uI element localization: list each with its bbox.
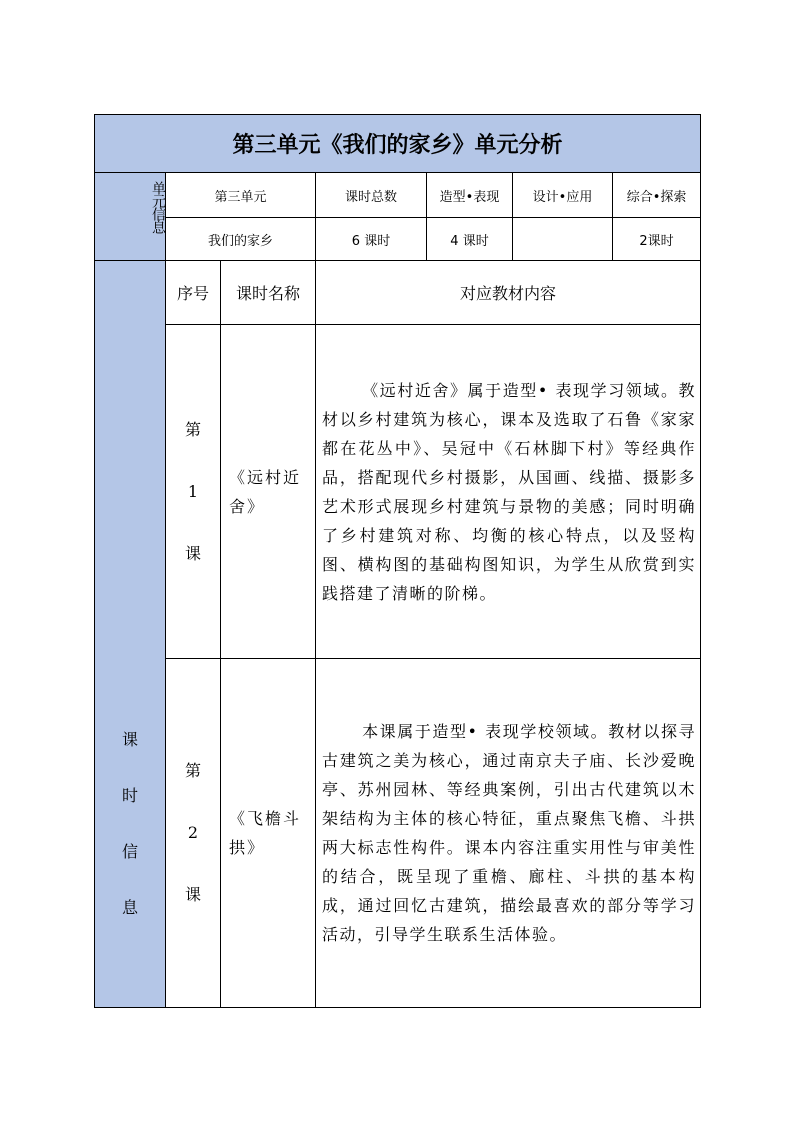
lesson-info-char: 时 bbox=[121, 786, 138, 805]
value-comprehensive-exploration: 2课时 bbox=[613, 218, 701, 261]
header-design-application: 设计•应用 bbox=[513, 173, 613, 218]
lesson-2-seq-char: 2 bbox=[187, 823, 199, 842]
lesson-1-content bbox=[316, 325, 701, 659]
header-total-lessons: 课时总数 bbox=[316, 173, 427, 218]
lesson-2-seq bbox=[166, 659, 221, 1008]
value-design-application bbox=[513, 218, 613, 261]
unit-number: 第三单元 bbox=[166, 173, 316, 218]
header-modeling-expression: 造型•表现 bbox=[427, 173, 513, 218]
lesson-info-label bbox=[95, 261, 166, 1008]
lesson-2-name: 《飞檐斗拱》 bbox=[221, 659, 316, 1008]
lesson-2-seq-char: 第 bbox=[184, 761, 201, 780]
document-title: 第三单元《我们的家乡》单元分析 bbox=[95, 115, 701, 173]
column-header-seq: 序号 bbox=[166, 261, 221, 325]
column-header-name: 课时名称 bbox=[221, 261, 316, 325]
analysis-table bbox=[94, 114, 701, 1008]
value-total-lessons: 6 课时 bbox=[316, 218, 427, 261]
column-header-content: 对应教材内容 bbox=[316, 261, 701, 325]
header-comprehensive-exploration: 综合•探索 bbox=[613, 173, 701, 218]
lesson-2-content bbox=[316, 659, 701, 1008]
lesson-1-seq-char: 1 bbox=[187, 481, 199, 501]
unit-info-label-text: 单元信息 bbox=[150, 181, 166, 233]
lesson-info-char: 课 bbox=[121, 730, 138, 749]
lesson-2-content-text: 本课属于造型• 表现学校领域。教材以探寻古建筑之美为核心，通过南京夫子庙、长沙爱晚亭、苏州园林、等经典案例，引出古代建筑以木架结构为主体的核心特征，重点聚焦飞檐、斗拱两大标志性构件。课本内容注重实用性与审美性的结合，既呈现了重檐、廊柱、斗拱的基本构成，通过回忆古建筑，描绘最喜欢的部分等学习活动，引导学生联系生活体验。 bbox=[322, 722, 697, 944]
lesson-1-content-text: 《远村近舍》属于造型• 表现学习领域。教材以乡村建筑为核心，课本及选取了石鲁《家家都在花丛中》、吴冠中《石林脚下村》等经典作品，搭配现代乡村摄影，从国画、线描、摄影多艺术形式展现乡村建筑与景物的美感；同时明确了乡村建筑对称、均衡的核心特点，以及竖构图、横构图的基础构图知识，为学生从欣赏到实践搭建了清晰的阶梯。 bbox=[322, 380, 697, 603]
lesson-1-seq-char: 课 bbox=[184, 543, 201, 563]
analysis-document bbox=[94, 114, 700, 1008]
lesson-info-char: 息 bbox=[121, 898, 138, 917]
lesson-1-name: 《远村近舍》 bbox=[221, 325, 316, 659]
lesson-1-seq-char: 第 bbox=[184, 419, 201, 439]
lesson-2-seq-char: 课 bbox=[184, 885, 201, 904]
lesson-1-seq bbox=[166, 325, 221, 659]
lesson-info-char: 信 bbox=[121, 842, 138, 861]
unit-name: 我们的家乡 bbox=[166, 218, 316, 261]
value-modeling-expression: 4 课时 bbox=[427, 218, 513, 261]
unit-info-label bbox=[95, 173, 166, 261]
